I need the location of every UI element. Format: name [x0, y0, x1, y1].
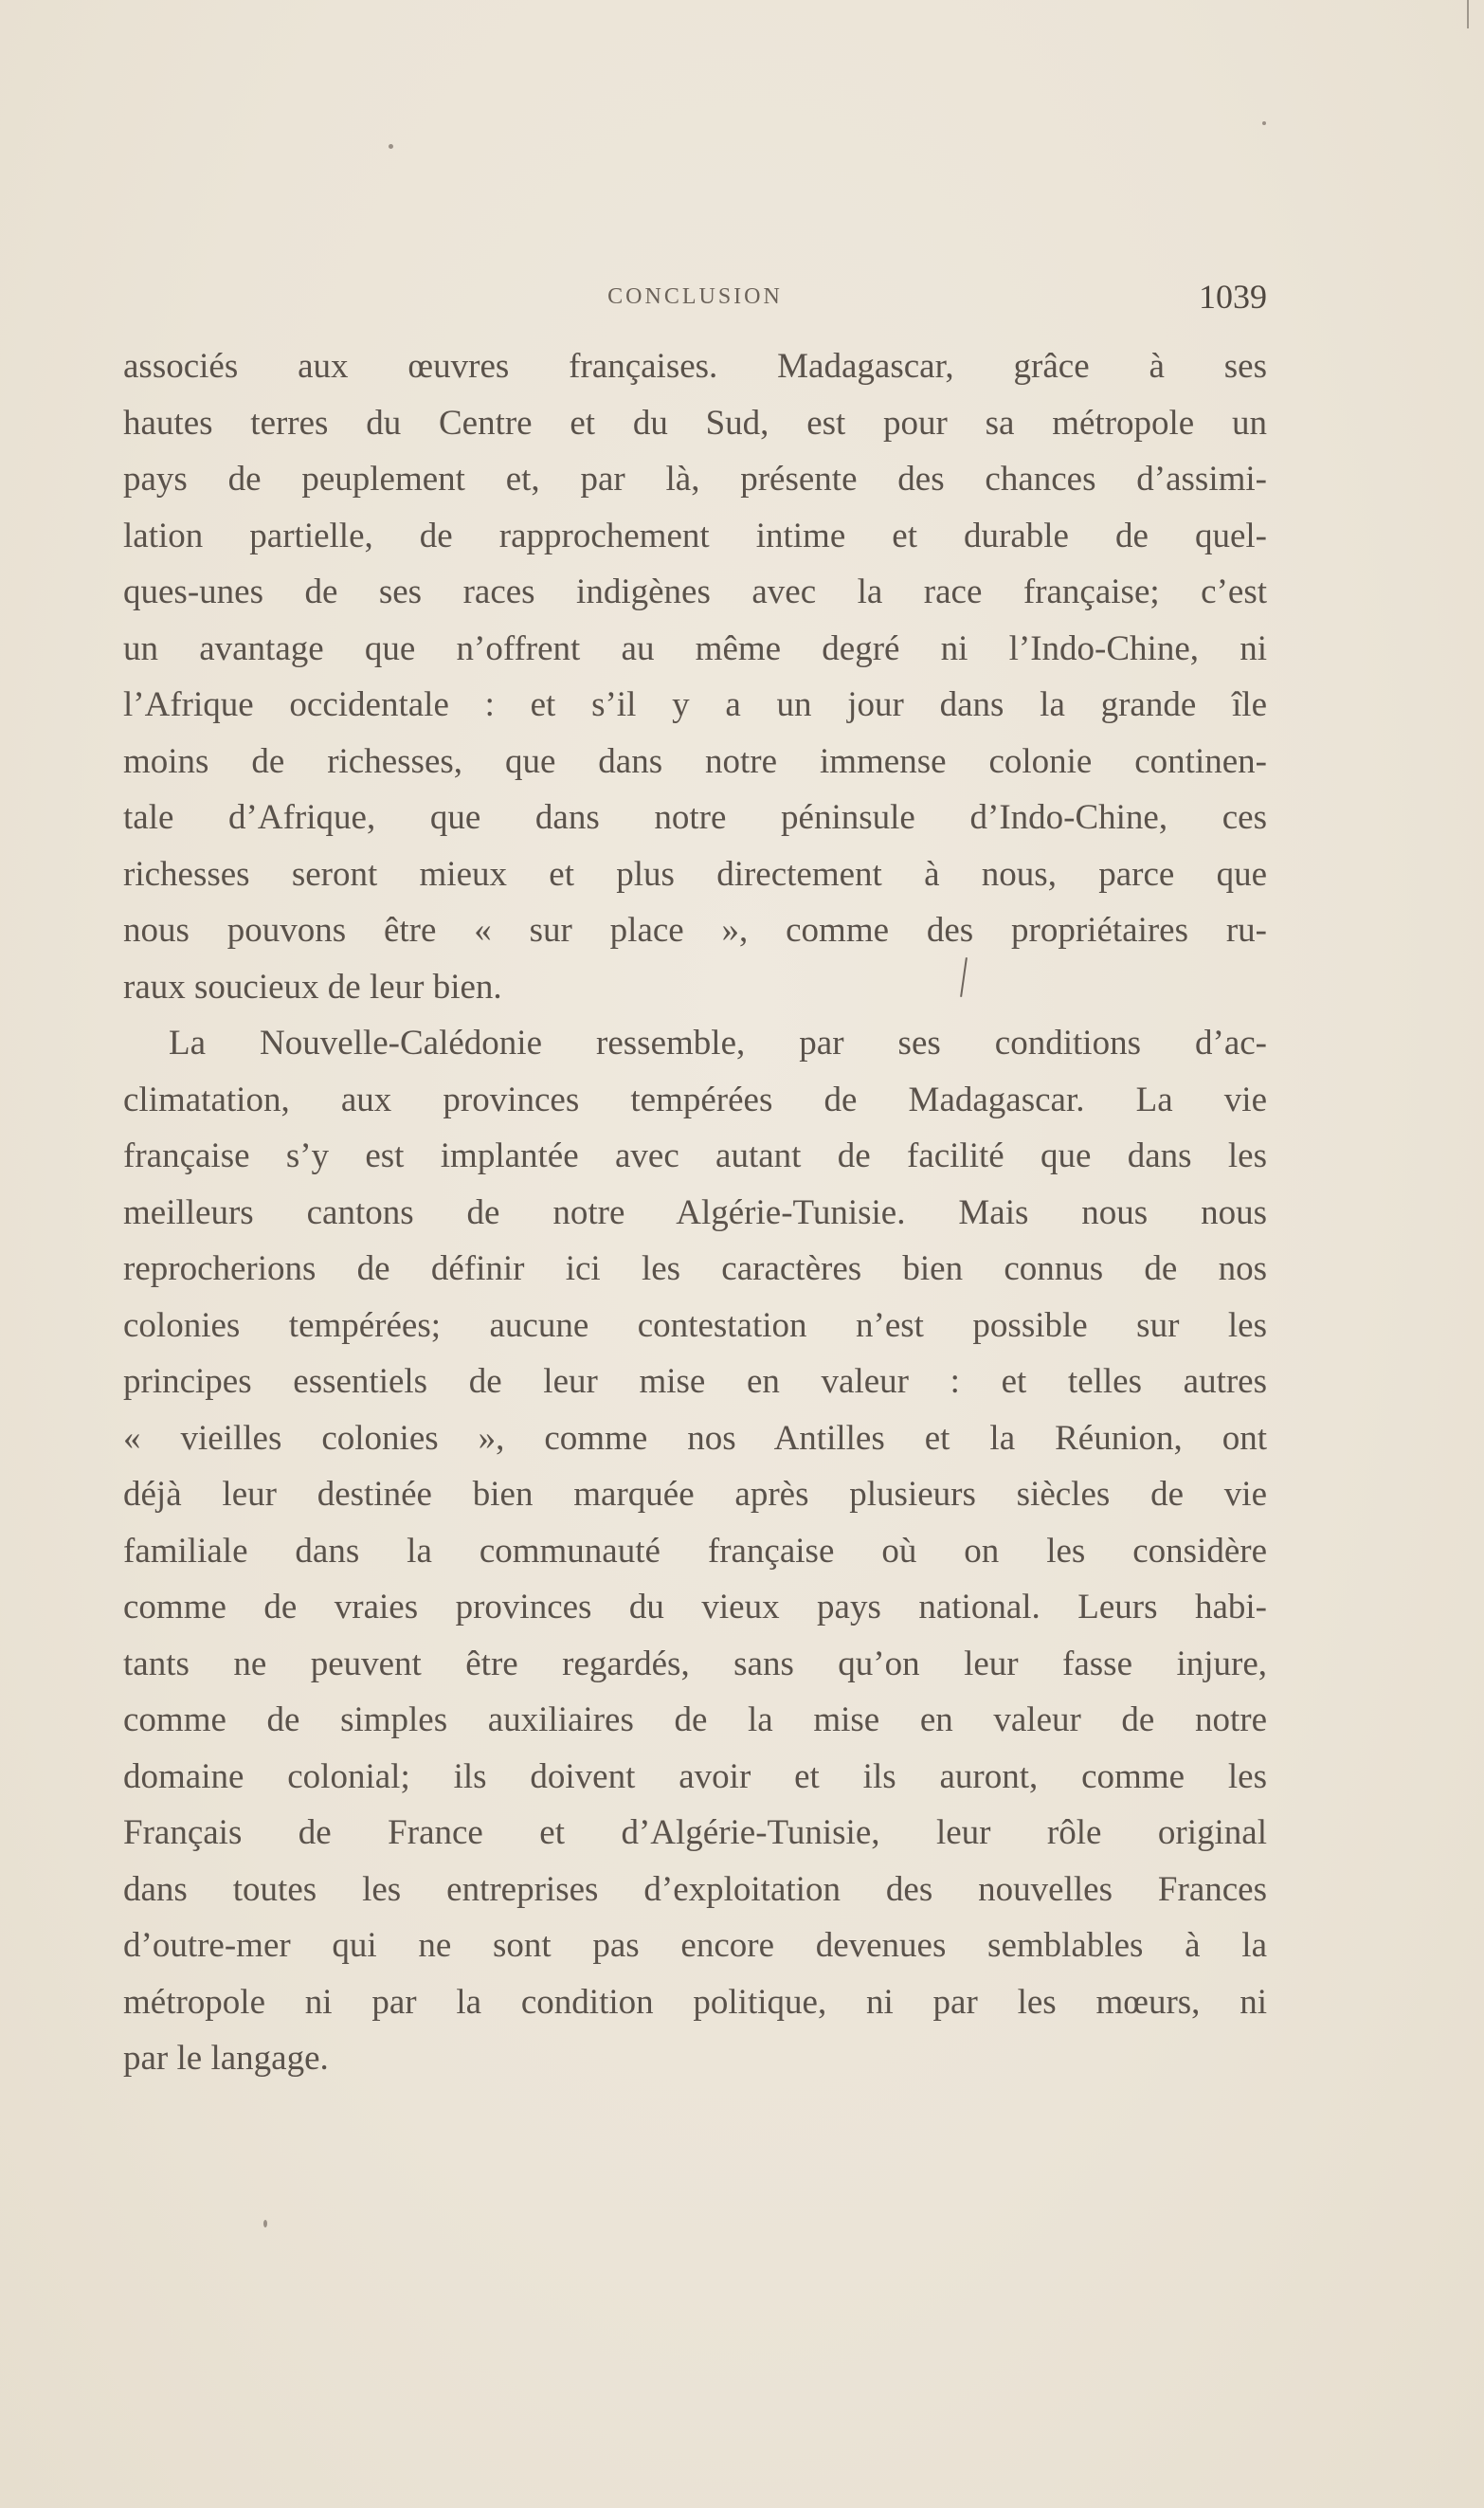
- page-header: [123, 278, 1267, 318]
- text-line: Français de France et d’Algérie-Tunisie, leur rôle original: [123, 1813, 1267, 1852]
- scan-edge-mark: [1467, 0, 1469, 28]
- text-line: comme de simples auxiliaires de la mise en valeur de notre: [123, 1700, 1267, 1739]
- text-line: moins de richesses, que dans notre immense colonie continen-: [123, 741, 1267, 781]
- text-line: principes essentiels de leur mise en valeur : et telles autres: [123, 1362, 1267, 1401]
- page-number: 1039: [1199, 278, 1267, 316]
- text-line: hautes terres du Centre et du Sud, est pour sa métropole un: [123, 403, 1267, 443]
- paper-speck: [263, 2220, 267, 2227]
- text-line: meilleurs cantons de notre Algérie-Tunisie. Mais nous nous: [123, 1192, 1267, 1232]
- text-line: familiale dans la communauté française où on les considère: [123, 1531, 1267, 1571]
- text-line: comme de vraies provinces du vieux pays national. Leurs habi-: [123, 1588, 1267, 1627]
- text-line: reprocherions de définir ici les caractères bien connus de nos: [123, 1249, 1267, 1288]
- text-line: tants ne peuvent être regardés, sans qu’on leur fasse injure,: [123, 1644, 1267, 1683]
- text-line: raux soucieux de leur bien.: [123, 967, 502, 1007]
- body-text: [123, 338, 1267, 2087]
- text-line: un avantage que n’offrent au même degré ni l’Indo-Chine, ni: [123, 628, 1267, 668]
- paper-speck: [389, 144, 393, 149]
- text-line: française s’y est implantée avec autant de facilité que dans les: [123, 1136, 1267, 1175]
- text-line: nous pouvons être « sur place », comme des propriétaires ru-: [123, 911, 1267, 950]
- text-line: « vieilles colonies », comme nos Antilles et la Réunion, ont: [123, 1418, 1267, 1458]
- text-line: d’outre-mer qui ne sont pas encore devenues semblables à la: [123, 1926, 1267, 1965]
- text-line: l’Afrique occidentale : et s’il y a un jour dans la grande île: [123, 685, 1267, 724]
- paper-speck: [1262, 121, 1266, 125]
- text-line: par le langage.: [123, 2039, 329, 2078]
- text-line: domaine colonial; ils doivent avoir et ils auront, comme les: [123, 1756, 1267, 1796]
- text-line: climatation, aux provinces tempérées de Madagascar. La vie: [123, 1080, 1267, 1119]
- text-line: associés aux œuvres françaises. Madagascar, grâce à ses: [123, 347, 1267, 386]
- text-line: tale d’Afrique, que dans notre péninsule d’Indo-Chine, ces: [123, 798, 1267, 837]
- text-line: richesses seront mieux et plus directement à nous, parce que: [123, 854, 1267, 894]
- running-head: CONCLUSION: [607, 284, 783, 309]
- text-line: dans toutes les entreprises d’exploitation des nouvelles Frances: [123, 1869, 1267, 1909]
- text-line: colonies tempérées; aucune contestation n’est possible sur les: [123, 1305, 1267, 1345]
- text-line: ques-unes de ses races indigènes avec la race française; c’est: [123, 572, 1267, 611]
- text-line: lation partielle, de rapprochement intime et durable de quel-: [123, 516, 1267, 555]
- text-line: pays de peuplement et, par là, présente des chances d’assimi-: [123, 460, 1267, 499]
- text-line: métropole ni par la condition politique, ni par les mœurs, ni: [123, 1982, 1267, 2022]
- text-line: déjà leur destinée bien marquée après plusieurs siècles de vie: [123, 1475, 1267, 1514]
- text-line: La Nouvelle-Calédonie ressemble, par ses conditions d’ac-: [169, 1024, 1267, 1063]
